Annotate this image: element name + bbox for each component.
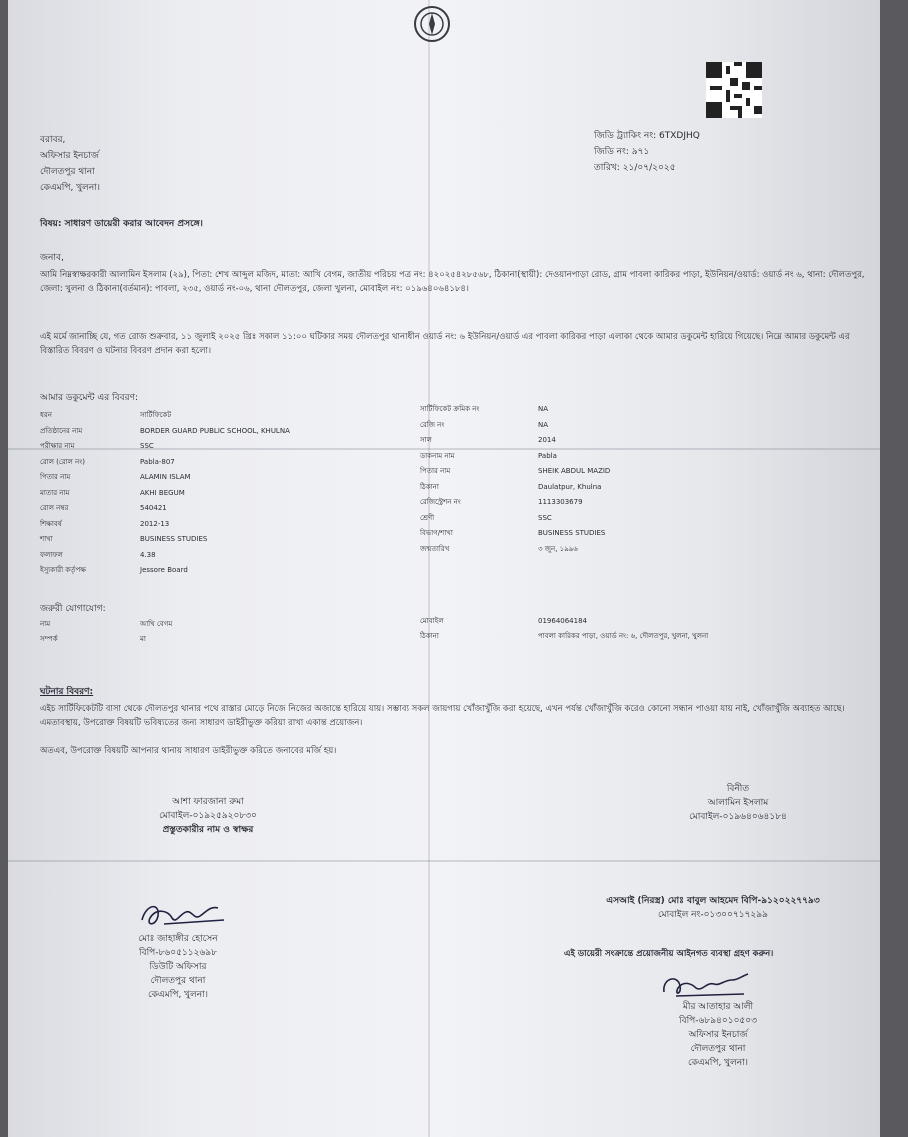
qr-code-icon — [706, 62, 762, 118]
closing-paragraph: অতএব, উপরোক্ত বিষয়টি আপনার থানায় সাধারণ ডাইরীভুক্ত করিতে জনাবের মর্জি হয়। — [40, 746, 337, 756]
table-row — [40, 503, 370, 514]
table-key: শিক্ষাবর্ষ — [40, 519, 62, 528]
table-value: 4.38 — [140, 550, 156, 559]
table-row — [40, 457, 370, 468]
table-row — [40, 441, 370, 452]
writer-name: আশা ফারজানা রুমা — [172, 797, 244, 807]
duty-officer-station: দৌলতপুর থানা — [150, 976, 206, 986]
oc-name: মীর আতাহার আলী — [682, 1002, 754, 1012]
table-row — [420, 435, 750, 446]
addressee-line: দৌলতপুর থানা — [40, 167, 95, 177]
table-key: সাল — [420, 436, 432, 444]
table-key: পিতার নাম — [40, 473, 71, 481]
table-row — [420, 631, 750, 642]
table-row — [40, 619, 370, 630]
table-value: ৩ জুন, ১৯৯৬ — [538, 544, 578, 553]
duty-officer-bp: বিপি-৮৬০৫১১২৬৯৮ — [139, 948, 217, 958]
addressee-line: বরাবর, — [40, 135, 66, 145]
table-value: আখি বেগম — [140, 620, 173, 628]
applicant-mobile: মোবাইল-০১৯৬৪০৬৪১৮৪ — [689, 812, 787, 822]
fold-crease — [428, 0, 430, 1137]
applicant-block — [628, 782, 848, 824]
applicant-closing: বিনীত — [726, 784, 750, 794]
table-key: শাখা — [40, 535, 53, 543]
gd-date: তারিখ: ২১/০৭/২০২৫ — [594, 163, 676, 173]
table-key: পিতার নাম — [420, 467, 451, 475]
table-value: SSC — [140, 442, 154, 450]
table-value: 2014 — [538, 436, 556, 444]
table-row — [40, 410, 370, 421]
table-row — [420, 404, 750, 415]
table-row — [420, 420, 750, 431]
table-row — [420, 616, 750, 627]
table-value: NA — [538, 420, 549, 429]
table-key: রেজিস্ট্রেশন নং — [420, 498, 461, 506]
duty-officer-name: মোঃ জাহাঙ্গীর হোসেন — [138, 934, 218, 944]
table-row — [420, 513, 750, 524]
table-value: Jessore Board — [140, 566, 188, 574]
intro-paragraph: আমি নিম্নস্বাক্ষরকারী আলামিন ইসলাম (২৯), পিতা: শেখ আব্দুল মজিদ, মাতা: আখি বেগম, জাতীয় পরিচয় পত্র নং: ৪২০২৫৪২৮৫৬৮, ঠিকানা(স্থায়ী): দেওয়ানপাড়া রোড, গ্রাম পাবলা কারিকর পাড়া, ইউনিয়ন/ওয়ার্ড: ওয়ার্ড নং ৬, থানা: দৌলতপুর, জেলা: খুলনা ও ঠিকানা(বর্তমান): পাবলা, ২৩৫, ওয়ার্ড নং-০৬, থানা দৌলতপুর, জেলা খুলনা, মোবাইল নং: ০১৯৬৪০৬৪১৮৪। — [40, 270, 865, 294]
table-key: নাম — [40, 620, 51, 628]
table-key: বিভাগ/শাখা — [420, 529, 453, 537]
table-row — [420, 482, 750, 493]
investigator-name: এসআই (নিরস্ত্র) মোঃ বাবুল আহমেদ বিপি-৯১২০২২৭৭৯৩ — [606, 896, 820, 906]
police-emblem-icon — [412, 4, 452, 44]
gd-number: জিডি নং: ৯৭১ — [594, 147, 650, 157]
officer-in-charge-signature-icon — [656, 966, 756, 1002]
table-key: ফলাফল — [40, 550, 63, 559]
salutation: জনাব, — [40, 253, 64, 263]
gd-tracking-number: জিডি ট্র্যাকিং নং: 6TXDJHQ — [594, 131, 700, 141]
table-key: জন্মতারিখ — [420, 544, 450, 553]
investigator-block — [548, 894, 878, 922]
table-row — [420, 544, 750, 555]
table-value: NA — [538, 405, 549, 413]
table-key: প্রতিষ্ঠানের নাম — [40, 426, 83, 435]
table-key: পরীক্ষার নাম — [40, 442, 75, 450]
table-value: 01964064184 — [538, 617, 587, 625]
investigator-mobile: মোবাইল নং-০১৩০০৭১৭২৯৯ — [658, 910, 768, 920]
table-key: রোল নম্বর — [40, 504, 69, 512]
table-key: ধরন — [40, 411, 52, 419]
table-key: ডাকনাম নাম — [420, 451, 455, 460]
document-page — [8, 0, 880, 1137]
incident-paragraph: এইচ সার্টিফিকেটটি বাসা থেকে দৌলতপুর থানার পথে রাস্তার মোড়ে নিজে নিজের অজান্তে হারিয়ে যায়। সম্ভাব্য সকল জায়গায় খোঁজাখুঁজি করা হয়েছে, এখন পর্যন্ত খোঁজাখুঁজি করেও কোনো সন্ধান পাওয়া যায় নাই, খোঁজাখুঁজি অব্যাহত আছে। এমতাবস্থায়, উপরোক্ত বিষয়টি ভবিষ্যতের জন্য সাধারণ ডাইরীভুক্ত করিয়া রাখা একান্ত প্রয়োজন। — [40, 704, 845, 728]
writer-caption: প্রস্তুতকারীর নাম ও স্বাক্ষর — [162, 825, 254, 835]
table-key: ঠিকানা — [420, 632, 439, 640]
writer-mobile: মোবাইল-০১৯২৫৯২০৮৩০ — [159, 811, 257, 821]
oc-district: কেএমপি, খুলনা। — [687, 1058, 748, 1068]
table-row — [40, 565, 370, 576]
table-value: Pabla-807 — [140, 457, 175, 466]
table-value: BUSINESS STUDIES — [538, 529, 606, 537]
duty-officer-block — [88, 932, 268, 1002]
table-row — [40, 634, 370, 645]
table-value: AKHI BEGUM — [140, 488, 185, 497]
table-key: মোবাইল — [420, 617, 444, 625]
table-key: ঠিকানা — [420, 482, 439, 491]
table-row — [420, 528, 750, 539]
table-value: Pabla — [538, 451, 557, 460]
table-key: শ্রেণী — [420, 513, 435, 522]
applicant-name: আলামিন ইসলাম — [707, 798, 769, 808]
emergency-contact-heading: জরুরী যোগাযোগ: — [40, 604, 106, 614]
table-value: Daulatpur, Khulna — [538, 482, 602, 491]
table-value: BORDER GUARD PUBLIC SCHOOL, KHULNA — [140, 426, 290, 435]
table-row — [420, 466, 750, 477]
addressee-line: কেএমপি, খুলনা। — [40, 183, 101, 193]
officer-order-line: এই ডায়েরী সংক্রান্তে প্রয়োজনীয় আইনগত ব্যবস্থা গ্রহণ করুন। — [564, 949, 774, 959]
table-value: BUSINESS STUDIES — [140, 535, 208, 543]
table-value: 1113303679 — [538, 498, 583, 506]
duty-officer-signature-icon — [134, 896, 234, 932]
duty-officer-title: ডিউটি অফিসার — [149, 962, 207, 972]
table-value: SHEIK ABDUL MAZID — [538, 467, 611, 475]
officer-in-charge-block — [618, 1000, 818, 1070]
table-value: SSC — [538, 513, 552, 522]
writer-block — [88, 795, 328, 837]
table-key: রেজি নং — [420, 420, 445, 429]
table-value: ALAMIN ISLAM — [140, 473, 191, 481]
incident-heading: ঘটনার বিবরণ: — [40, 687, 94, 697]
table-key: মাতার নাম — [40, 488, 70, 497]
table-value: 2012-13 — [140, 519, 170, 528]
table-key: রোল (রোল নং) — [40, 457, 85, 466]
oc-bp: বিপি-৬৮৯৪০১০৫০৩ — [679, 1016, 757, 1026]
oc-station: দৌলতপুর থানা — [690, 1044, 746, 1054]
subject-line: বিষয়: সাধারণ ডায়েরী করার আবেদন প্রসঙ্গে। — [40, 219, 203, 229]
table-value: সার্টিফিকেট — [140, 411, 172, 419]
table-key: সম্পর্ক — [40, 635, 58, 643]
table-value: মা — [140, 635, 146, 643]
oc-title: অফিসার ইনচার্জ — [688, 1030, 748, 1040]
table-row — [420, 497, 750, 508]
table-row — [40, 472, 370, 483]
statement-paragraph: এই মর্মে জানাচ্ছি যে, গত রোজ শুক্রবার, ১১ জুলাই ২০২৫ খ্রিঃ সকাল ১১:০০ ঘটিকার সময় দৌলতপুর থানাধীন ওয়ার্ড নং: ৬ ইউনিয়ন/ওয়ার্ড এর পাবলা কারিকর পাড়া এলাকা থেকে আমার ডকুমেন্ট হারিয়ে গিয়েছে। নিম্নে আমার ডকুমেন্ট এর বিস্তারিত বিবরণ ও ঘটনার বিবরণ প্রদান করা হলো। — [40, 332, 850, 356]
document-details-heading: আমার ডকুমেন্ট এর বিবরণ: — [40, 393, 139, 403]
table-row — [40, 534, 370, 545]
table-key: সার্টিফিকেট ক্রমিক নং — [420, 405, 480, 413]
table-row — [420, 451, 750, 462]
fold-crease — [8, 860, 880, 862]
table-value: পাবলা কারিকর পাড়া, ওয়ার্ড নং: ৬, দৌলতপুর, খুলনা, খুলনা — [538, 632, 709, 640]
table-value: 540421 — [140, 504, 167, 512]
table-key: ইস্যুকারী কর্তৃপক্ষ — [40, 566, 86, 574]
table-row — [40, 550, 370, 561]
table-row — [40, 426, 370, 437]
addressee-line: অফিসার ইনচার্জ — [40, 151, 99, 161]
table-row — [40, 519, 370, 530]
table-row — [40, 488, 370, 499]
duty-officer-district: কেএমপি, খুলনা। — [147, 990, 208, 1000]
